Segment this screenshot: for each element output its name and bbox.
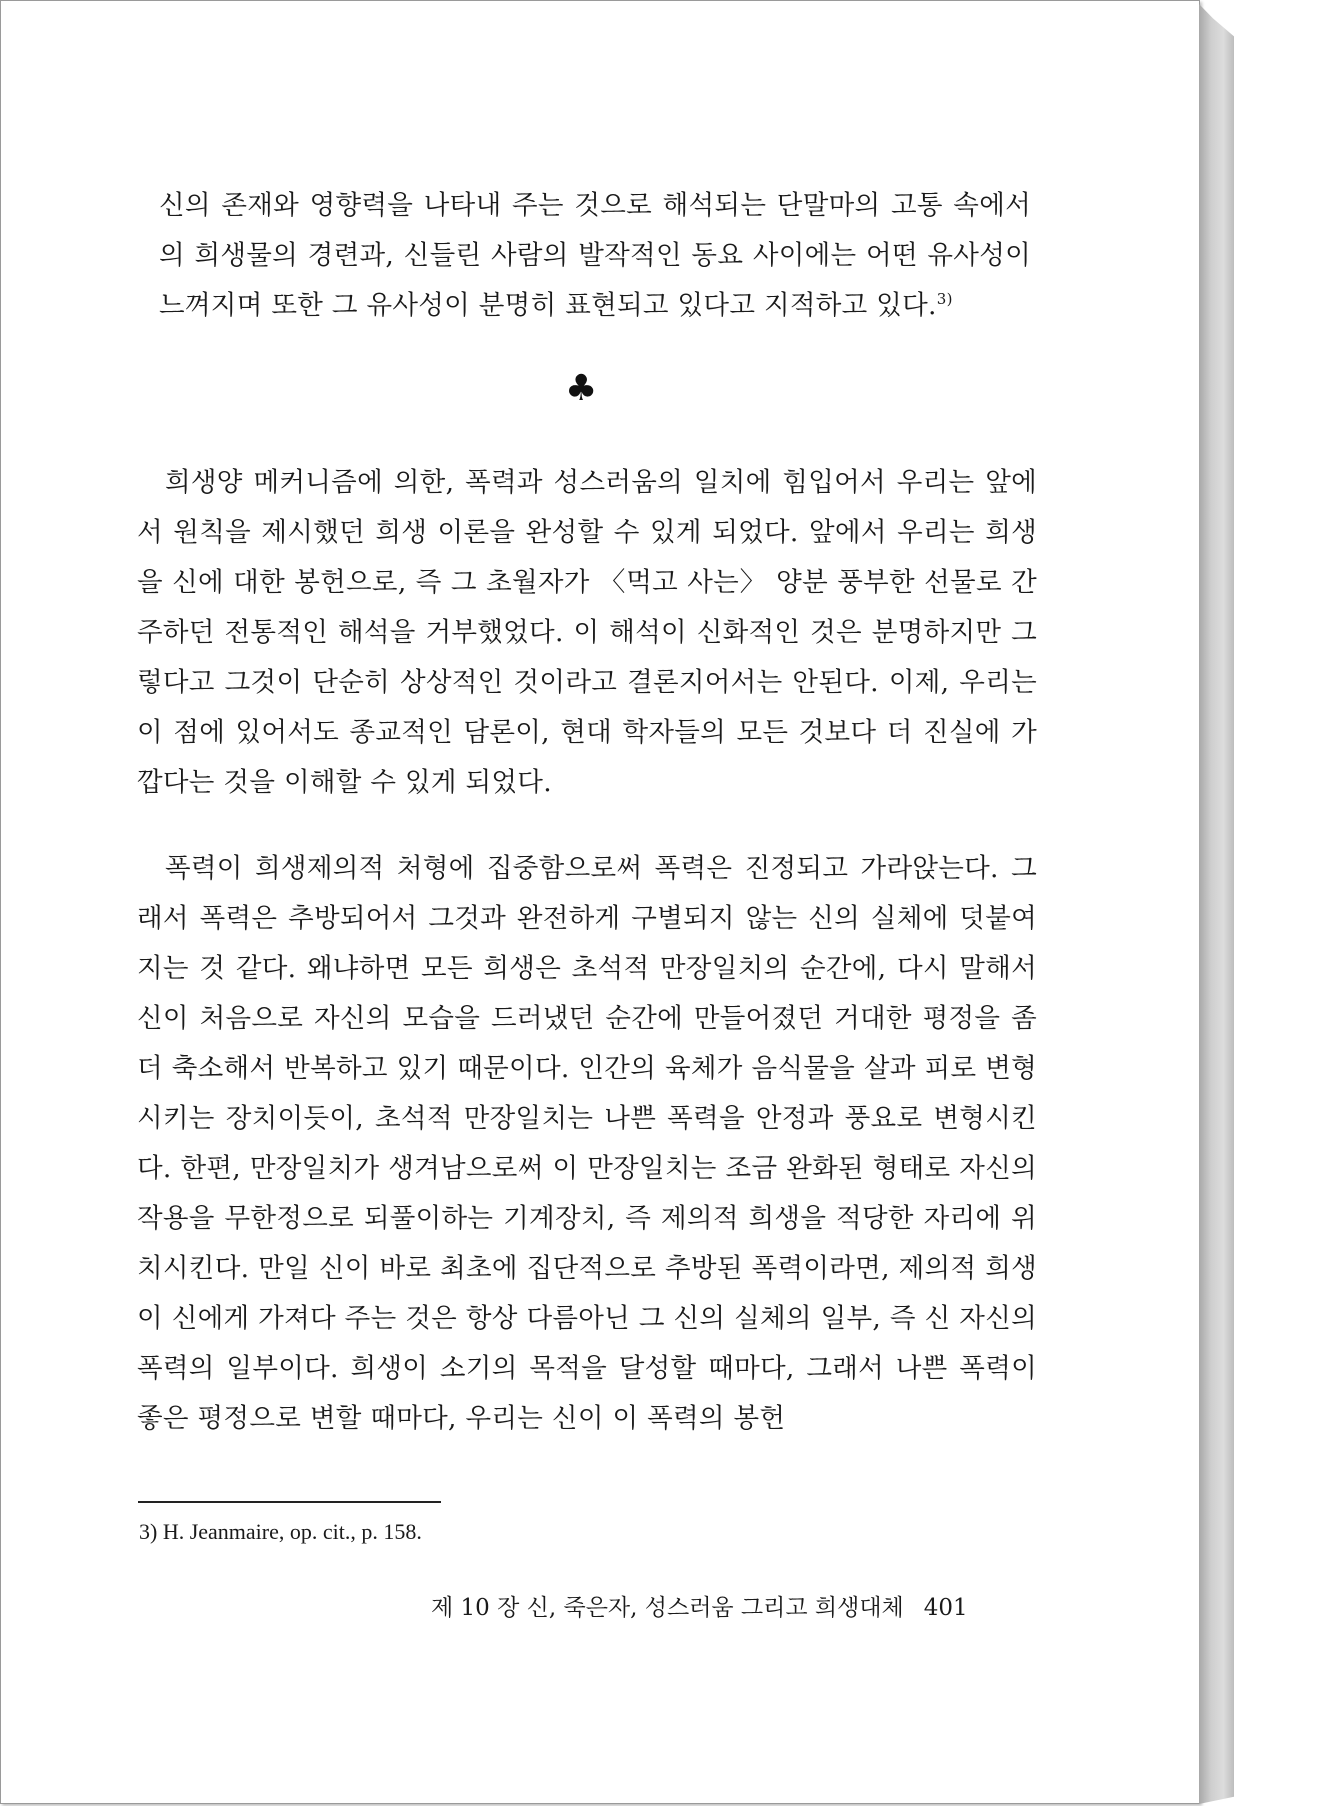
running-footer: [431, 1593, 968, 1623]
page-number: 401: [923, 1595, 968, 1621]
page-stack-edge: [1199, 4, 1234, 1804]
intro-paragraph: [159, 181, 1031, 331]
intro-text: 신의 존재와 영향력을 나타내 주는 것으로 해석되는 단말마의 고통 속에서의 희생물의 경련과, 신들린 사람의 발작적인 동요 사이에는 어떤 유사성이 느껴지며 또한 그 유사성이 분명히 표현되고 있다고 지적하고 있다.: [159, 190, 1031, 321]
body-paragraph: 희생양 메커니즘에 의한, 폭력과 성스러움의 일치에 힘입어서 우리는 앞에서 원칙을 제시했던 희생 이론을 완성할 수 있게 되었다. 앞에서 우리는 희생을 신에 대한 봉헌으로, 즉 그 초월자가 〈먹고 사는〉 양분 풍부한 선물로 간주하던 전통적인 해석을 거부했었다. 이 해석이 신화적인 것은 분명하지만 그렇다고 그것이 단순히 상상적인 것이라고 결론지어서는 안된다. 이제, 우리는 이 점에 있어서도 종교적인 담론이, 현대 학자들의 모든 것보다 더 진실에 가깝다는 것을 이해할 수 있게 되었다.: [137, 467, 1037, 798]
body-paragraph: 폭력이 희생제의적 처형에 집중함으로써 폭력은 진정되고 가라앉는다. 그래서 폭력은 추방되어서 그것과 완전하게 구별되지 않는 신의 실체에 덧붙여지는 것 같다. 왜냐하면 모든 희생은 초석적 만장일치의 순간에, 다시 말해서 신이 처음으로 자신의 모습을 드러냈던 순간에 만들어졌던 거대한 평정을 좀더 축소해서 반복하고 있기 때문이다. 인간의 육체가 음식물을 살과 피로 변형시키는 장치이듯이, 초석적 만장일치는 나쁜 폭력을 안정과 풍요로 변형시킨다. 한편, 만장일치가 생겨남으로써 이 만장일치는 조금 완화된 형태로 자신의 작용을 무한정으로 되풀이하는 기계장치, 즉 제의적 희생을 적당한 자리에 위치시킨다. 만일 신이 바로 최초에 집단적으로 추방된 폭력이라면, 제의적 희생이 신에게 가져다 주는 것은 항상 다름아닌 그 신의 실체의 일부, 즉 신 자신의 폭력의 일부이다. 희생이 소기의 목적을 달성할 때마다, 그래서 나쁜 폭력이 좋은 평정으로 변할 때마다, 우리는 신이 이 폭력의 봉헌: [137, 853, 1037, 1434]
chapter-title: 제 10 장 신, 죽은자, 성스러움 그리고 희생대체: [431, 1595, 904, 1621]
club-ornament-icon: ♣: [565, 368, 598, 409]
footnote: 3) H. Jeanmaire, op. cit., p. 158.: [139, 1519, 422, 1544]
footnote-reference[interactable]: 3): [936, 290, 953, 309]
footnote-divider: [138, 1501, 441, 1503]
